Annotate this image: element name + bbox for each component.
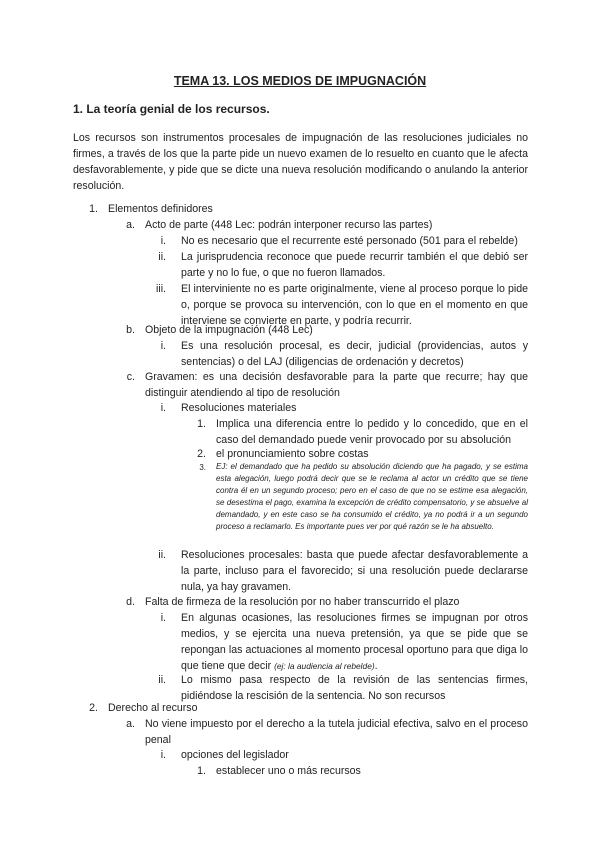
- list-item: La jurisprudencia reconoce que puede recurrir también el que debió ser parte y no lo fue, o que no fueron llamados.: [181, 251, 528, 279]
- list-marker: ii.: [158, 251, 166, 263]
- list-item: el pronunciamiento sobre costas: [216, 448, 369, 460]
- list-item: Resoluciones materiales: [181, 402, 297, 414]
- list-marker: b.: [126, 324, 135, 336]
- list-item: No viene impuesto por el derecho a la tutela judicial efectiva, salvo en el proceso penal: [145, 718, 528, 746]
- list-marker: i.: [160, 235, 166, 247]
- list-item: Lo mismo pasa respecto de la revisión de las sentencias firmes, pidiéndose la rescisión de la sentencia. No son recursos: [181, 674, 528, 702]
- list-item-text: En algunas ocasiones, las resoluciones firmes se impugnan por otros medios, y se ejercita una nueva pretensión, ya que se pide que se repongan las actuaciones al momento procesal oportuno para que diga lo que tiene que decir: [181, 612, 528, 672]
- list-marker: ii.: [158, 674, 166, 686]
- list-item: No es necesario que el recurrente esté personado (501 para el rebelde): [181, 235, 518, 247]
- list-item: Elementos definidores: [108, 203, 213, 215]
- list-item: El interviniente no es parte originalmente, viene al proceso porque lo pide o, porque se provoca su intervención, con lo que en el momento en que interviene se convierte en parte, y podría recurrir.: [181, 283, 528, 327]
- inline-example-note: (ej: la audiencia al rebelde): [274, 661, 375, 671]
- list-marker: c.: [126, 371, 135, 383]
- list-marker: 2.: [89, 702, 98, 714]
- list-item: opciones del legislador: [181, 749, 289, 761]
- list-marker: i.: [160, 612, 166, 624]
- list-item: Falta de firmeza de la resolución por no haber transcurrido el plazo: [145, 596, 460, 608]
- list-item: Objeto de la impugnación (448 Lec): [145, 324, 313, 336]
- list-item: Resoluciones procesales: basta que puede afectar desfavorablemente a la parte, incluso para el favorecido; si una resolución puede declararse nula, ya hay gravamen.: [181, 549, 528, 593]
- example-note: EJ: el demandado que ha pedido su absolución diciendo que ha pagado, y se estima esta alegación, luego podrá decir que se le reclama al actor un crédito que se tiene contra él en un segundo proceso; pero en el caso de que no se estime esa alegación, se desestima el pago, examina la excepción de crédito compensatorio, y se absuelve al demandado, y en este caso se ha consumido el crédito, ya no podrá ir a un segundo proceso a reclamarlo. Es importante pues ver por qué razón se le ha absuelto.: [216, 462, 528, 531]
- list-item: Derecho al recurso: [108, 702, 198, 714]
- list-item: Gravamen: es una decisión desfavorable para la parte que recurre; hay que distinguir atendiendo al tipo de resolución: [145, 371, 528, 399]
- list-item: Acto de parte (448 Lec: podrán interponer recurso las partes): [145, 219, 433, 231]
- list-marker: a.: [126, 219, 135, 231]
- intro-paragraph: Los recursos son instrumentos procesales de impugnación de las resoluciones judiciales no firmes, a través de los que la parte pide un nuevo examen de lo resuelto en cuanto que le afecta desfavorablemente, y pide que se dicte una nueva resolución modificando o anulando la anterior resolución.: [73, 132, 528, 192]
- list-marker: i.: [160, 402, 166, 414]
- list-marker: iii.: [155, 283, 166, 295]
- list-marker: 3.: [199, 463, 206, 472]
- list-marker: a.: [126, 718, 135, 730]
- list-marker: 1.: [197, 418, 206, 430]
- list-marker: 1.: [89, 203, 98, 215]
- list-item: establecer uno o más recursos: [216, 765, 361, 777]
- list-marker: 1.: [197, 765, 206, 777]
- section-heading: 1. La teoría genial de los recursos.: [73, 102, 270, 116]
- list-marker: ii.: [158, 549, 166, 561]
- list-marker: 2.: [197, 448, 206, 460]
- list-item-tail: .: [374, 660, 378, 672]
- list-item: Es una resolución procesal, es decir, judicial (providencias, autos y sentencias) o del LAJ (diligencias de ordenación y decretos): [181, 340, 528, 368]
- list-item: [181, 610, 528, 674]
- page-title: TEMA 13. LOS MEDIOS DE IMPUGNACIÓN: [173, 74, 427, 88]
- list-marker: i.: [160, 749, 166, 761]
- list-item: Implica una diferencia entre lo pedido y lo concedido, que en el caso del demandado puede venir provocado por su absolución: [216, 418, 528, 446]
- list-marker: i.: [160, 340, 166, 352]
- list-marker: d.: [126, 596, 135, 608]
